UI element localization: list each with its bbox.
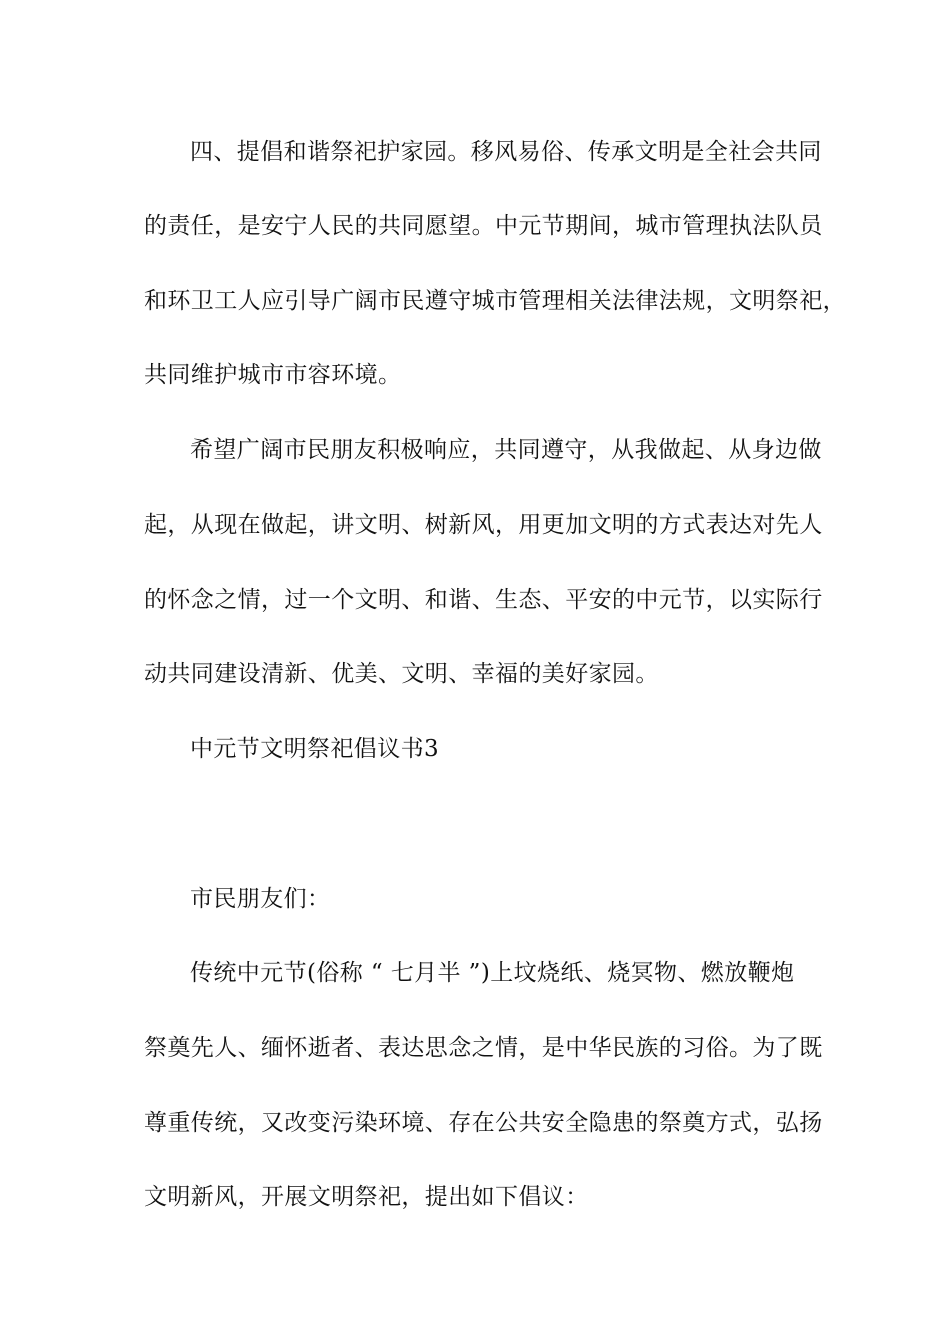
closing-paragraph-line-3: 的怀念之情，过一个文明、和谐、生态、平安的中元节，以实际行 (144, 587, 823, 613)
intro-paragraph-line-3: 尊重传统，又改变污染环境、存在公共安全隐患的祭奠方式，弘扬 (144, 1110, 823, 1136)
closing-paragraph-line-2: 起，从现在做起，讲文明、树新风，用更加文明的方式表达对先人 (144, 512, 823, 538)
intro-paragraph-line-2: 祭奠先人、缅怀逝者、表达思念之情，是中华民族的习俗。为了既 (144, 1035, 823, 1061)
intro-paragraph-line-1: 传统中元节(俗称 “ 七月半 ”)上坟烧纸、烧冥物、燃放鞭炮 (190, 960, 795, 986)
intro-paragraph-line-4: 文明新风，开展文明祭祀，提出如下倡议： (144, 1184, 589, 1210)
paragraph-4-line-3: 和环卫工人应引导广阔市民遵守城市管理相关法律法规，文明祭祀， (144, 288, 846, 314)
closing-paragraph-line-1: 希望广阔市民朋友积极响应，共同遵守，从我做起、从身边做 (190, 437, 822, 463)
closing-paragraph-line-4: 动共同建设清新、优美、文明、幸福的美好家园。 (144, 661, 659, 687)
paragraph-4-line-2: 的责任，是安宁人民的共同愿望。中元节期间，城市管理执法队员 (144, 213, 823, 239)
paragraph-4-line-1: 四、提倡和谐祭祀护家园。移风易俗、传承文明是全社会共同 (190, 139, 822, 165)
salutation: 市民朋友们： (190, 886, 331, 912)
paragraph-4-line-4: 共同维护城市市容环境。 (144, 362, 402, 388)
section-title: 中元节文明祭祀倡议书3 (190, 736, 440, 762)
